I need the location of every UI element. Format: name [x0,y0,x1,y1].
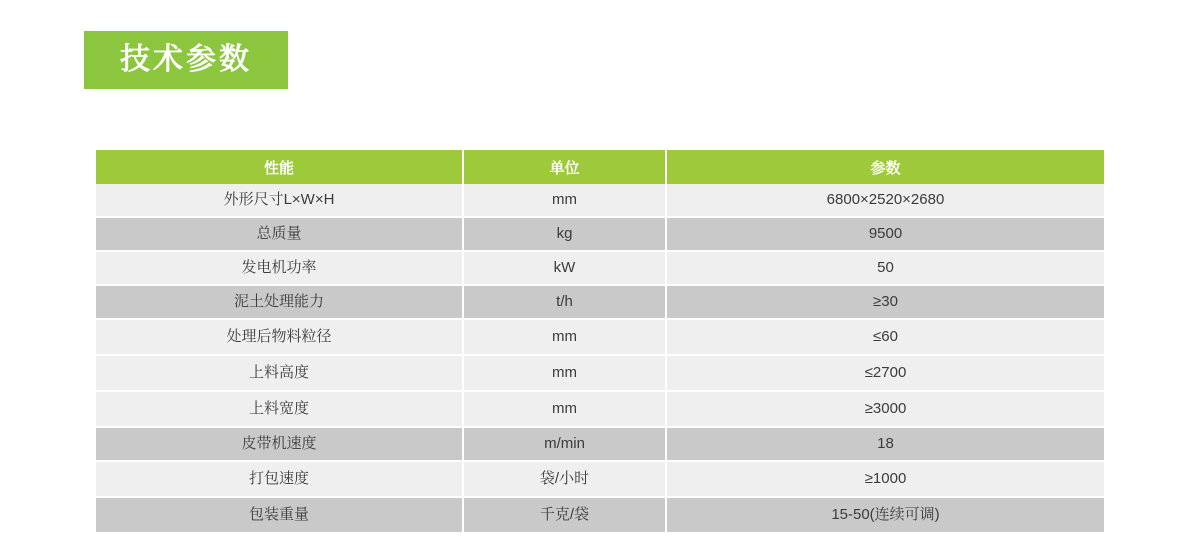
table-header [96,150,1104,184]
table-row [96,461,1104,497]
table-row [96,427,1104,461]
cell-performance: 外形尺寸L×W×H [96,184,463,217]
cell-performance: 打包速度 [96,461,463,497]
table-row [96,391,1104,427]
cell-performance: 上料宽度 [96,391,463,427]
cell-unit: kg [463,217,666,251]
cell-unit: t/h [463,285,666,319]
section-title-banner [84,31,288,89]
table-row [96,217,1104,251]
cell-parameter: 15-50(连续可调) [666,497,1104,533]
specifications-table [96,150,1104,534]
column-header-performance: 性能 [96,150,463,184]
cell-parameter: 18 [666,427,1104,461]
cell-parameter: ≥30 [666,285,1104,319]
table-header-row [96,150,1104,184]
page-title: 技术参数 [120,43,252,76]
table-row [96,497,1104,533]
cell-performance: 发电机功率 [96,251,463,285]
cell-unit: 千克/袋 [463,497,666,533]
column-header-parameter: 参数 [666,150,1104,184]
table-body [96,184,1104,533]
table-row [96,184,1104,217]
cell-parameter: 9500 [666,217,1104,251]
cell-performance: 上料高度 [96,355,463,391]
cell-parameter: ≥1000 [666,461,1104,497]
cell-unit: mm [463,355,666,391]
cell-parameter: ≤2700 [666,355,1104,391]
cell-performance: 处理后物料粒径 [96,319,463,355]
cell-unit: m/min [463,427,666,461]
table-row [96,319,1104,355]
cell-unit: 袋/小时 [463,461,666,497]
cell-unit: mm [463,319,666,355]
cell-unit: kW [463,251,666,285]
cell-parameter: ≥3000 [666,391,1104,427]
table-row [96,251,1104,285]
cell-unit: mm [463,184,666,217]
table-row [96,355,1104,391]
cell-parameter: 50 [666,251,1104,285]
cell-performance: 皮带机速度 [96,427,463,461]
cell-performance: 包装重量 [96,497,463,533]
cell-unit: mm [463,391,666,427]
table-row [96,285,1104,319]
column-header-unit: 单位 [463,150,666,184]
cell-performance: 泥土处理能力 [96,285,463,319]
cell-parameter: 6800×2520×2680 [666,184,1104,217]
cell-performance: 总质量 [96,217,463,251]
cell-parameter: ≤60 [666,319,1104,355]
